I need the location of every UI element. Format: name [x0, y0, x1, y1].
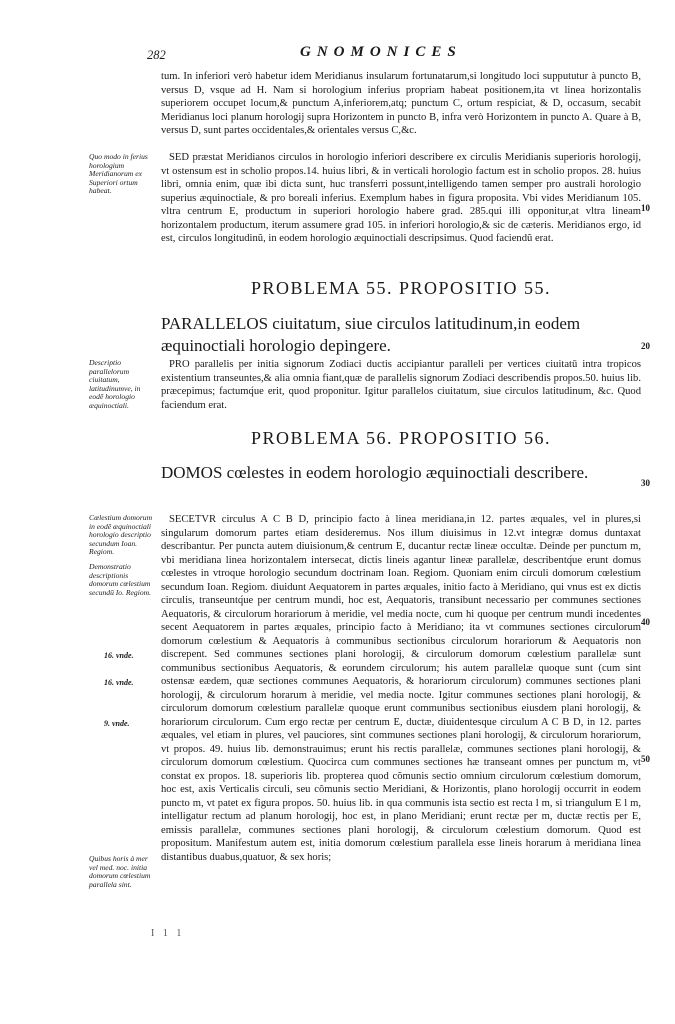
- line-number-10: 10: [641, 203, 650, 213]
- running-head: GNOMONICES: [300, 44, 462, 60]
- paragraph-pro: PRO parallelis per initia signorum Zodiaci ductis accipiantur paralleli per vertices ciuitatū intra tropicos existentium transeuntes,& alia omnia fiant,quæ de parallelis signorum Zodiaci describendis propos.50. huius lib. præcepimus; factumq́ue erit, quod proponitur. Igitur parallelos ciuitatum, siue circulos latitudinum, &c. Quod faciendum erat.: [161, 359, 641, 411]
- margin-note-domorum-descriptio: Cœlestium domorum in eodē æquinoctiali horologio descriptio secundum Ioan. Regiom.: [89, 513, 153, 557]
- line-number-50: 50: [641, 754, 650, 764]
- problem-56-heading: PROBLEMA 56. PROPOSITIO 56.: [250, 428, 552, 448]
- problem-55-heading: PROBLEMA 55. PROPOSITIO 55.: [250, 278, 552, 298]
- proposition-56-statement: DOMOS cœlestes in eodem horologio æquinoctiali describere.: [161, 463, 589, 482]
- footer-signature: I 1 1: [151, 928, 185, 939]
- line-number-40: 40: [641, 617, 650, 627]
- paragraph-secetur: SECETVR circulus A C B D, principio facto à linea meridiana,in 12. partes æquales, vel in plures,si singularum domorum partes etiam desideremus. Nos illum diuisimus in 12.vt integræ domus duntaxat describantur. Per puncta autem diuisionum,& centrum E, ducantur rectæ lineæ occultæ. Deinde per punctum m, vbi meridiana linea horizontalem intersecat, dictis lineis agantur lineæ parallelæ, describentq́ue erunt domus cœlestes in vtroque horologio secundum doctrinam Ioan. Regiom. Quoniam enim circuli domorum cœlestium secundum Ioan. Regiom. diuidunt Aequatorem in partes æquales, initio facto à Meridiano, qui vnus est ex dictis circulis, transeuntq́ue per centrum mundi, hoc est, Aequatoris, transibunt necessario per communes sectiones Aequatoris, & circulorum horariorum à meridie, vel media nocte, cum hi quoque per centrum mundi incedentes secent Aequatorem in partes æquales, principio facto à Meridiano; ita vt communes sectiones circulorum domorum cœlestium & Aequatoris à communibus sectionibus circulorum horariorum & Aequatoris non discrepent. Sed communes sectiones plani horologij, & circulorum domorum cœlestium parallelæ sunt communibus sectionibus Aequatoris, & eorundem circulorum; his autem parallelæ quoque sunt (cum sint ostensæ eædem, quæ sectiones communes Aequatoris, & horariorum circulorum) communes sectiones plani horologij, & circulorum horarum à meridie, vel media nocte. Igitur communes sectiones plani horologij, & circulorum domorum cœlestium parallelæ quoque erunt communibus sectionibus eiusdem plani horologij, & horariorum circulorum. Cum ergo rectæ per centrum E, ductæ, diuidentesque circulum A C B D, in 12. partes æquales, vel etiam in plures, vel pauciores, sint communes sectiones plani horologij, & circulorum horariorum, vt propos. 49. huius lib. demonstrauimus; erunt his rectis parallelæ, communes sectiones plani horologij, & circulorum domorum cœlestium. Quocirca cum communes sectiones hæ transeant omnes per punctum m, vt constat ex propos. 18. superioris lib. propterea quod cõmunis sectio omnium circulorum cœlestium domorum, hoc est, axis Verticalis circuli, seu cõmunis sectio Meridiani, & Horizontis, plano horologij occurrit in eodem puncto m, vt patet ex figura propos. 50. huius lib. in qua communis ista sectio est recta l m, si triangulum E l m, intelligatur rectum ad planum horologij, hoc est, in plano Meridiani; erunt rectæ per m, ductæ rectis per E, emissis parallelæ, communes sectiones plani horologij, & circulorum cœlestium domorum. Quod est propositum. Manifestum autem est, initia domorum cœlestium parallela esse lineis horarum à meridiana linea distantibus duabus,quatuor, & sex horis;: [161, 514, 641, 863]
- margin-ref-16-b: 16. vnde.: [104, 678, 134, 687]
- margin-note-quibus-horis: Quibus horis à mer vel med. noc. initia domorum cœlestium parallela sint.: [89, 854, 151, 889]
- page-number: 282: [147, 48, 166, 62]
- proposition-55-statement: PARALLELOS ciuitatum, siue circulos latitudinum,in eodem æquinoctiali horologio depingere.: [161, 314, 581, 355]
- line-number-20: 20: [641, 341, 650, 351]
- line-number-30: 30: [641, 478, 650, 488]
- paragraph-sed: SED præstat Meridianos circulos in horologio inferiori describere ex circulis Meridianis superioris horologij, vt ostensum est in scholio propos.14. huius libri, & in verticali horologio factum est in scholio propos. 28. huius libri, omnia enim, quæ ibi dicta sunt, huc transferri possunt,intelligendo tamen semper pro australi horologio superius æquinoctiale, & pro boreali inferius. Exemplum habes in figura proposita. Vbi vides Meridianum 105. vltra centrum E, productum in superiori horologio habere grad. 285.qui illi opponitur,at vltra lineam horizontalem productum, iterum assumere grad 105. in inferiori horologio,& sic de cæteris. Meridianos ergo, id est, circulos longitudinũ, in eodem horologio æquinoctiali descripsimus. Quod faciendũ erat.: [161, 152, 641, 244]
- margin-ref-16-a: 16. vnde.: [104, 651, 134, 660]
- paragraph-continuation: tum. In inferiori verò habetur idem Meridianus insularum fortunatarum,si longitudo loci suppututur à puncto B, versus D, vsque ad H. Nam si horologium inferius propriam habeat positionem,ita vt linea horizontalis superiorem occupet locum,& punctum A,inferiorem,atq; punctum C, ortum respiciat, & D, occasum, secabit Meridianus loci planum horologij supra Horizontem in puncto B, infra verò Horizontem in puncto A. Quare à B, versus D, sunt partes occidentales,& orientales versus C,&c.: [161, 71, 641, 136]
- margin-ref-9: 9. vnde.: [104, 719, 130, 728]
- margin-note-demonstratio: Demonstratio descriptionis domorum cœlestium secundū Io. Regiom.: [89, 562, 151, 597]
- margin-note-parallels: Descriptio parallelorum ciuitatum, latitudinumve, in eodē horologio æquinoctiali.: [89, 358, 141, 410]
- margin-note-inferior-horologium: Quo modo in ferius horologium Meridianorum ex Superiori ortum habeat.: [89, 152, 148, 196]
